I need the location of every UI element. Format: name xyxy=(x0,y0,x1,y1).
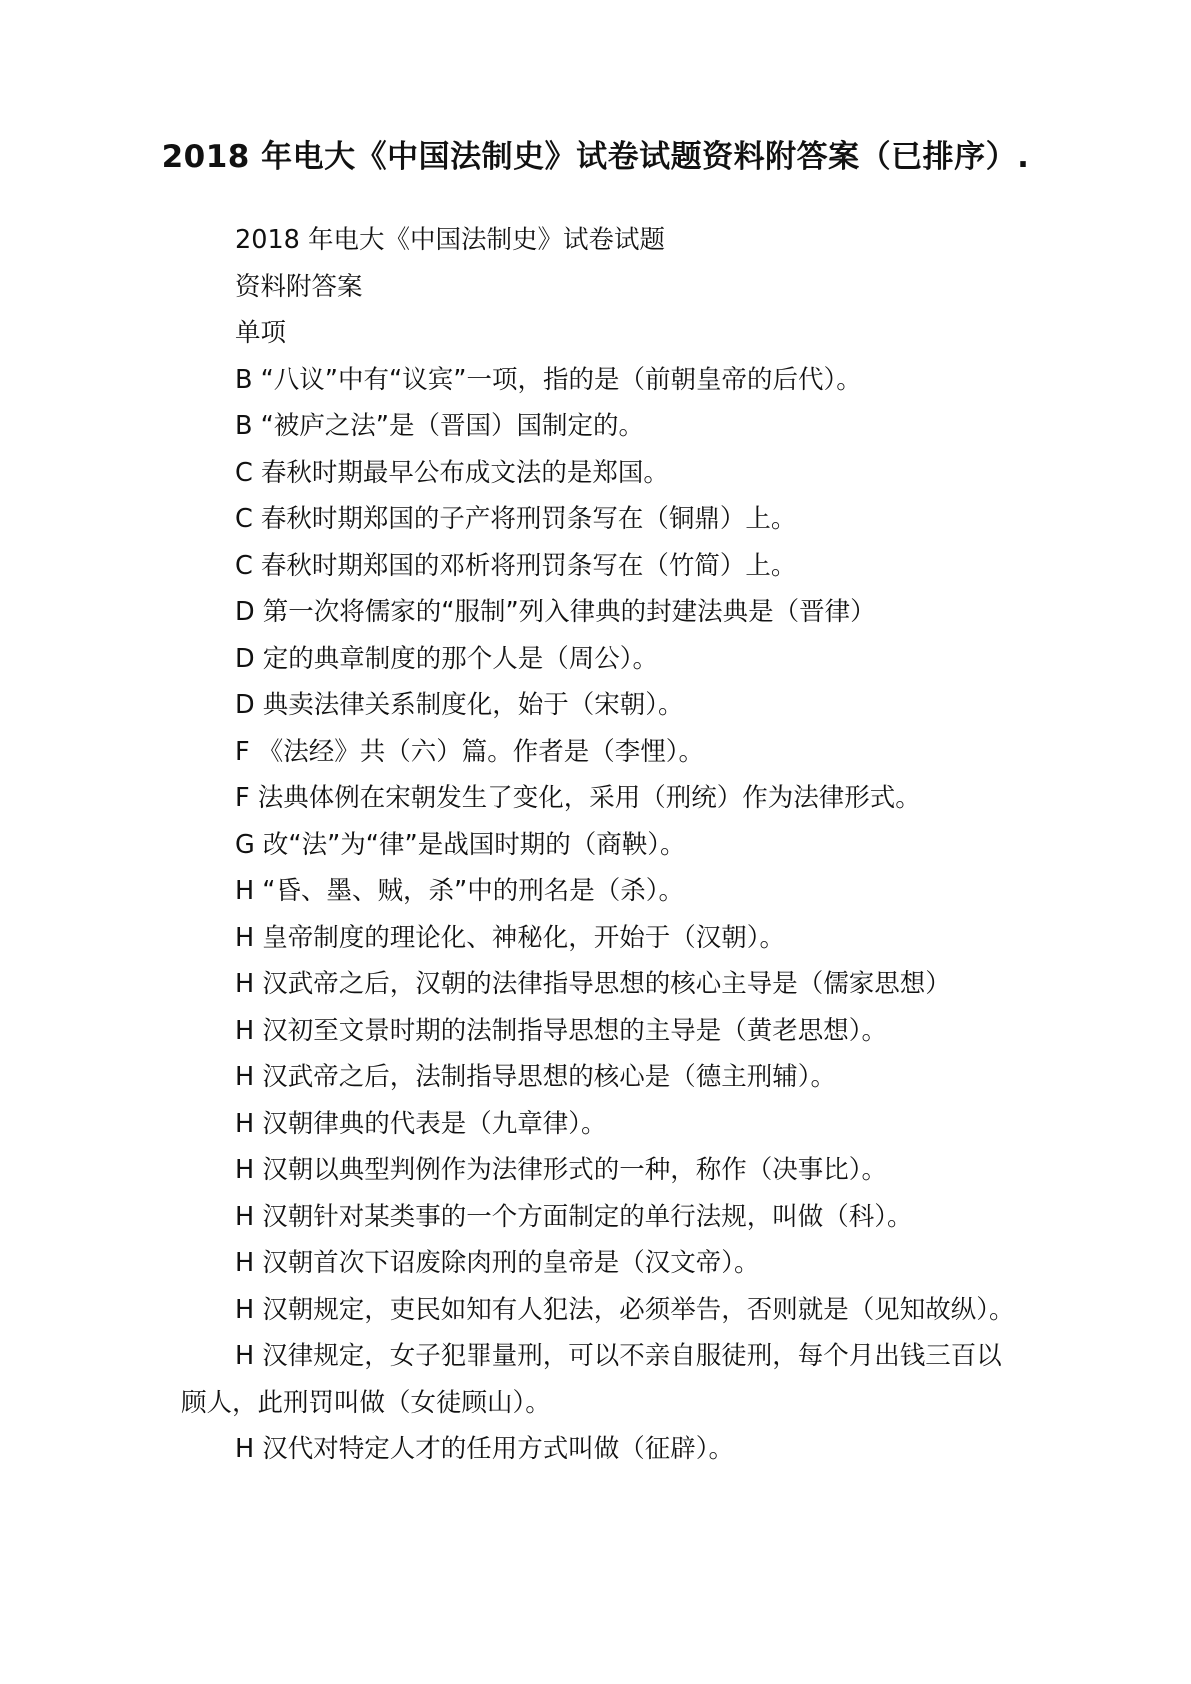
question-item: C 春秋时期郑国的子产将刑罚条写在（铜鼎）上。 xyxy=(235,504,797,534)
question-item: C 春秋时期郑国的邓析将刑罚条写在（竹简）上。 xyxy=(235,550,797,581)
question-item: H “昏、墨、贼，杀”中的刑名是（杀）。 xyxy=(235,876,684,906)
question-item: H 汉朝律典的代表是（九章律）。 xyxy=(235,1108,607,1139)
question-item: D 典卖法律关系制度化，始于（宋朝）。 xyxy=(235,690,684,720)
question-item: H 汉朝针对某类事的一个方面制定的单行法规，叫做（科）。 xyxy=(235,1201,913,1232)
paragraph: 2018 年电大《中国法制史》试卷试题 xyxy=(235,225,666,255)
question-item: F 法典体例在宋朝发生了变化，采用（刑统）作为法律形式。 xyxy=(235,783,921,813)
question-item: B “被庐之法”是（晋国）国制定的。 xyxy=(235,411,645,441)
question-item: H 汉武帝之后，汉朝的法律指导思想的核心主导是（儒家思想） xyxy=(235,969,951,999)
question-item: H 汉代对特定人才的任用方式叫做（征辟）。 xyxy=(235,1434,735,1464)
question-item: F 《法经》共（六）篇。作者是（李悝）。 xyxy=(235,736,705,767)
document-title: 2018 年电大《中国法制史》试卷试题资料附答案（已排序）. xyxy=(161,139,1030,175)
question-item: H 汉朝首次下诏废除肉刑的皇帝是（汉文帝）。 xyxy=(235,1248,760,1278)
question-item: G 改“法”为“律”是战国时期的（商鞅）。 xyxy=(235,829,686,860)
question-item: D 第一次将儒家的“服制”列入律典的封建法典是（晋律） xyxy=(235,597,876,627)
question-item: C 春秋时期最早公布成文法的是郑国。 xyxy=(235,457,669,488)
question-item: H 汉律规定，女子犯罪量刑，可以不亲自服徒刑，每个月出钱三百以顾人，此刑罚叫做（女徒顾山）。 xyxy=(181,1341,1002,1418)
paragraph: 资料附答案 xyxy=(235,271,363,302)
section-heading: 单项 xyxy=(235,318,287,348)
question-item: H 汉武帝之后，法制指导思想的核心是（德主刑辅）。 xyxy=(235,1062,837,1092)
question-item: H 汉初至文景时期的法制指导思想的主导是（黄老思想）。 xyxy=(235,1015,888,1046)
question-item: H 汉朝以典型判例作为法律形式的一种，称作（决事比）。 xyxy=(235,1155,888,1185)
question-item: H 皇帝制度的理论化、神秘化，开始于（汉朝）。 xyxy=(235,922,786,953)
question-item: H 汉朝规定，吏民如知有人犯法，必须举告，否则就是（见知故纵）。 xyxy=(235,1294,1015,1325)
question-item: D 定的典章制度的那个人是（周公）。 xyxy=(235,643,658,674)
document-body xyxy=(181,217,1021,1473)
question-item: B “八议”中有“议宾”一项，指的是（前朝皇帝的后代）。 xyxy=(235,364,862,395)
